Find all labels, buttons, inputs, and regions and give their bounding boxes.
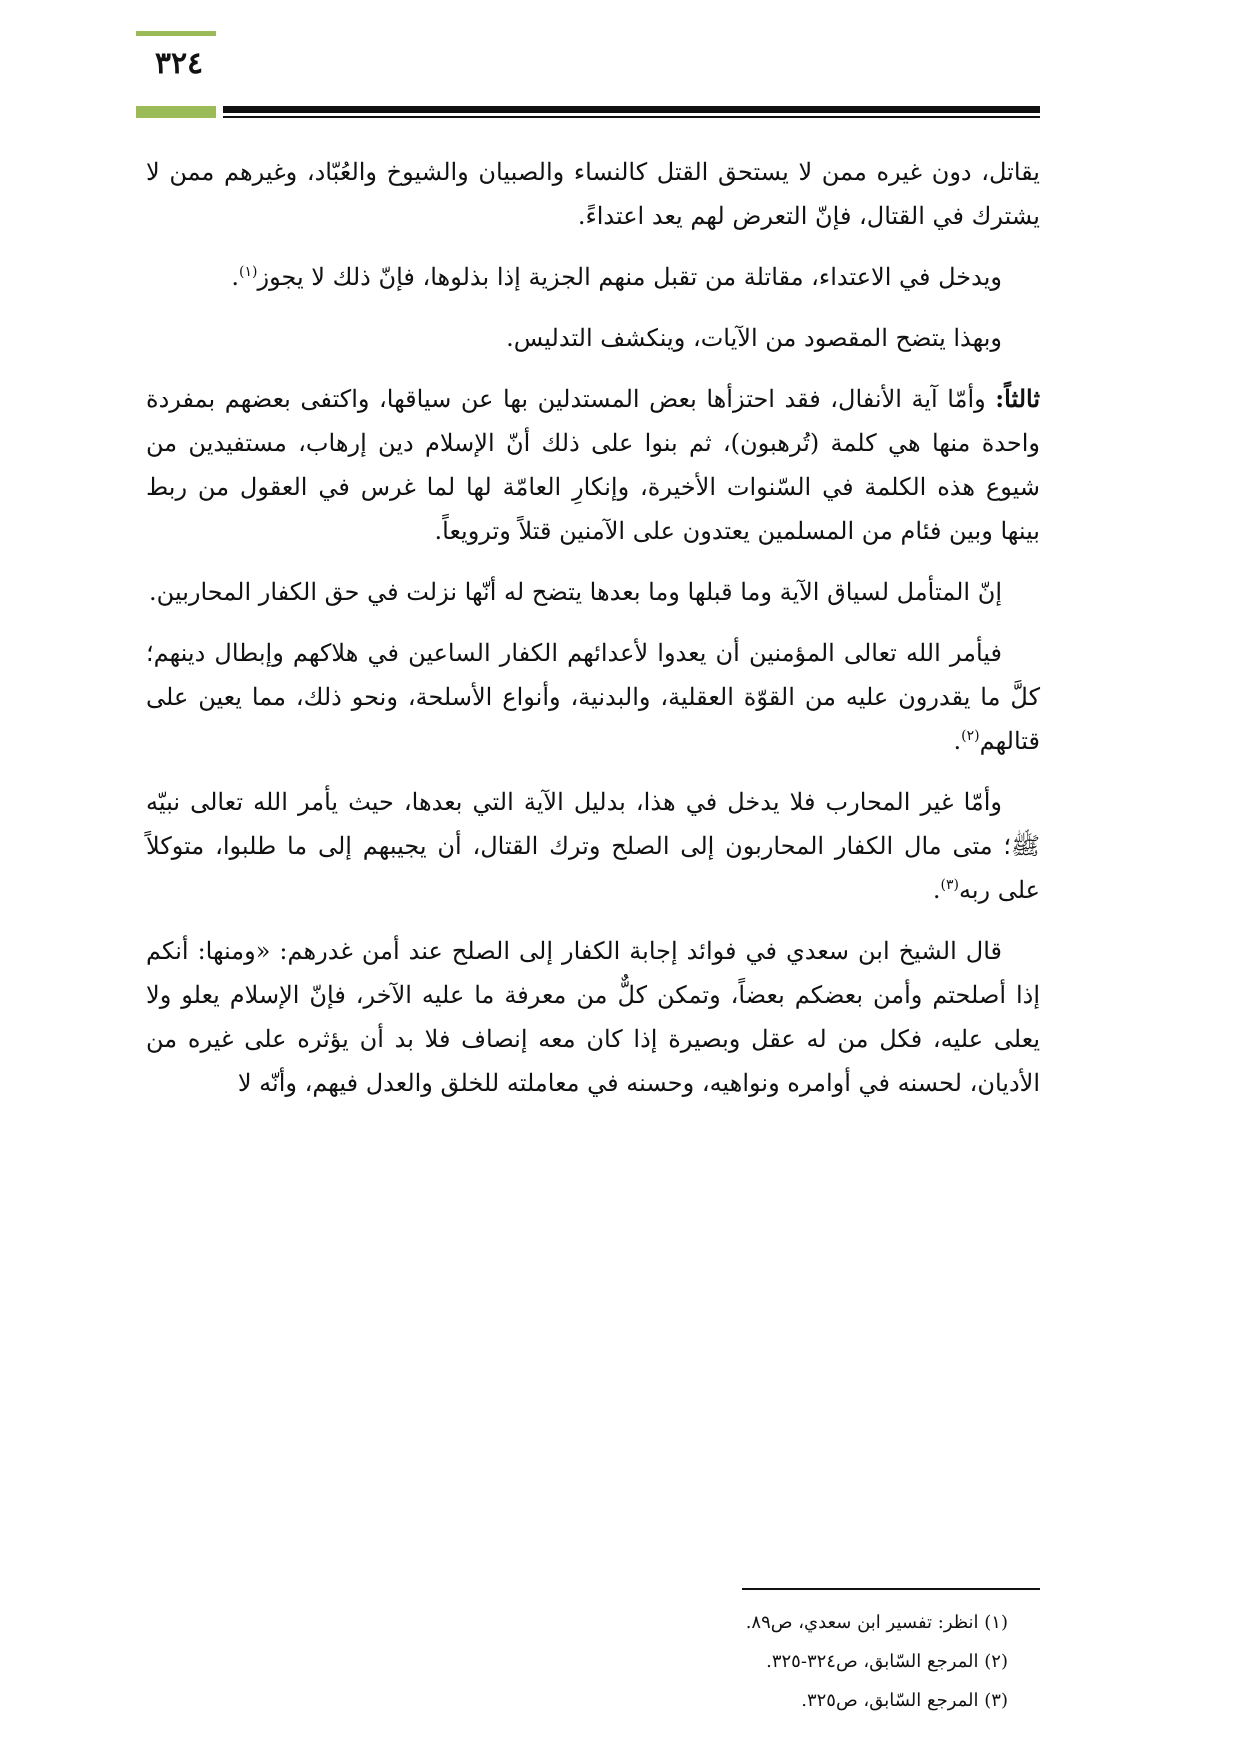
header-rule-thin [223,116,1040,118]
paragraph: قال الشيخ ابن سعدي في فوائد إجابة الكفار إلى الصلح عند أمن غدرهم: «ومنها: أنكم إذا أصلحتم وأمن بعضكم بعضاً، وتمكن كلٌّ من معرفة ما عليه الآخر، فإنّ الإسلام يعلو ولا يعلى عليه، فكل من له عقل وبصيرة إذا كان معه إنصاف فلا بد أن يؤثره على غيره من الأديان، لحسنه في أوامره ونواهيه، وحسنه في معاملته للخلق والعدل فيهم، وأنّه لا [146,937,1040,1097]
header-accent-top [136,31,216,36]
footnote: (٢) المرجع السّابق، ص٣٢٤-٣٢٥. [766,1651,1008,1672]
footnote: (٣) المرجع السّابق، ص٣٢٥. [801,1690,1008,1711]
footnote: (١) انظر: تفسير ابن سعدي، ص٨٩. [745,1612,1008,1633]
footnotes [146,1603,1040,1720]
paragraph: فيأمر الله تعالى المؤمنين أن يعدوا لأعدائهم الكفار الساعين في هلاكهم وإبطال دينهم؛ كلَّ ما يقدرون عليه من القوّة العقلية، والبدنية، وأنواع الأسلحة، ونحو ذلك، مما يعين على قتالهم$^{(٢)}$. [146,639,1040,755]
footnote-ref: (٣) [940,877,959,893]
page-number: ٣٢٤ [154,46,204,81]
body-text [146,150,1040,1122]
footnote-ref: (٢) [961,728,980,744]
paragraph: ويدخل في الاعتداء، مقاتلة من تقبل منهم الجزية إذا بذلوها، فإنّ ذلك لا يجوز$^{(١)}$. [231,263,1002,291]
paragraph: ثالثاً: وأمّا آية الأنفال، فقد احتزأها بعض المستدلين بها عن سياقها، واكتفى بعضهم بمفردة واحدة منها هي كلمة (تُرهبون)، ثم بنوا على ذلك أنّ الإسلام دين إرهاب، مستفيدين من شيوع هذه الكلمة في السّنوات الأخيرة، وإنكارِ العامّة لها لما غرس في العقول من ربط بينها وبين فئام من المسلمين يعتدون على الآمنين قتلاً وترويعاً. [146,384,1040,545]
footnote-separator [742,1588,1040,1590]
paragraph: وبهذا يتضح المقصود من الآيات، وينكشف التدليس. [506,324,1002,352]
footnote-ref: (١) [239,264,258,280]
paragraph: يقاتل، دون غيره ممن لا يستحق القتل كالنساء والصبيان والشيوخ والعُبّاد، وغيرهم ممن لا يشترك في القتال، فإنّ التعرض لهم يعد اعتداءً. [146,158,1040,230]
paragraph: إنّ المتأمل لسياق الآية وما قبلها وما بعدها يتضح له أنّها نزلت في حق الكفار المحاربين. [149,578,1002,606]
section-lead: ثالثاً: [995,384,1040,413]
header-rule-thick [223,106,1040,113]
header-accent-bottom [136,106,216,118]
paragraph: وأمّا غير المحارب فلا يدخل في هذا، بدليل الآية التي بعدها، حيث يأمر الله تعالى نبيّه ﷺ؛ متى مال الكفار المحاربون إلى الصلح وترك القتال، أن يجيبهم إلى ما طلبوا، متوكلاً على ربه$^{(٣)}$. [146,788,1040,904]
